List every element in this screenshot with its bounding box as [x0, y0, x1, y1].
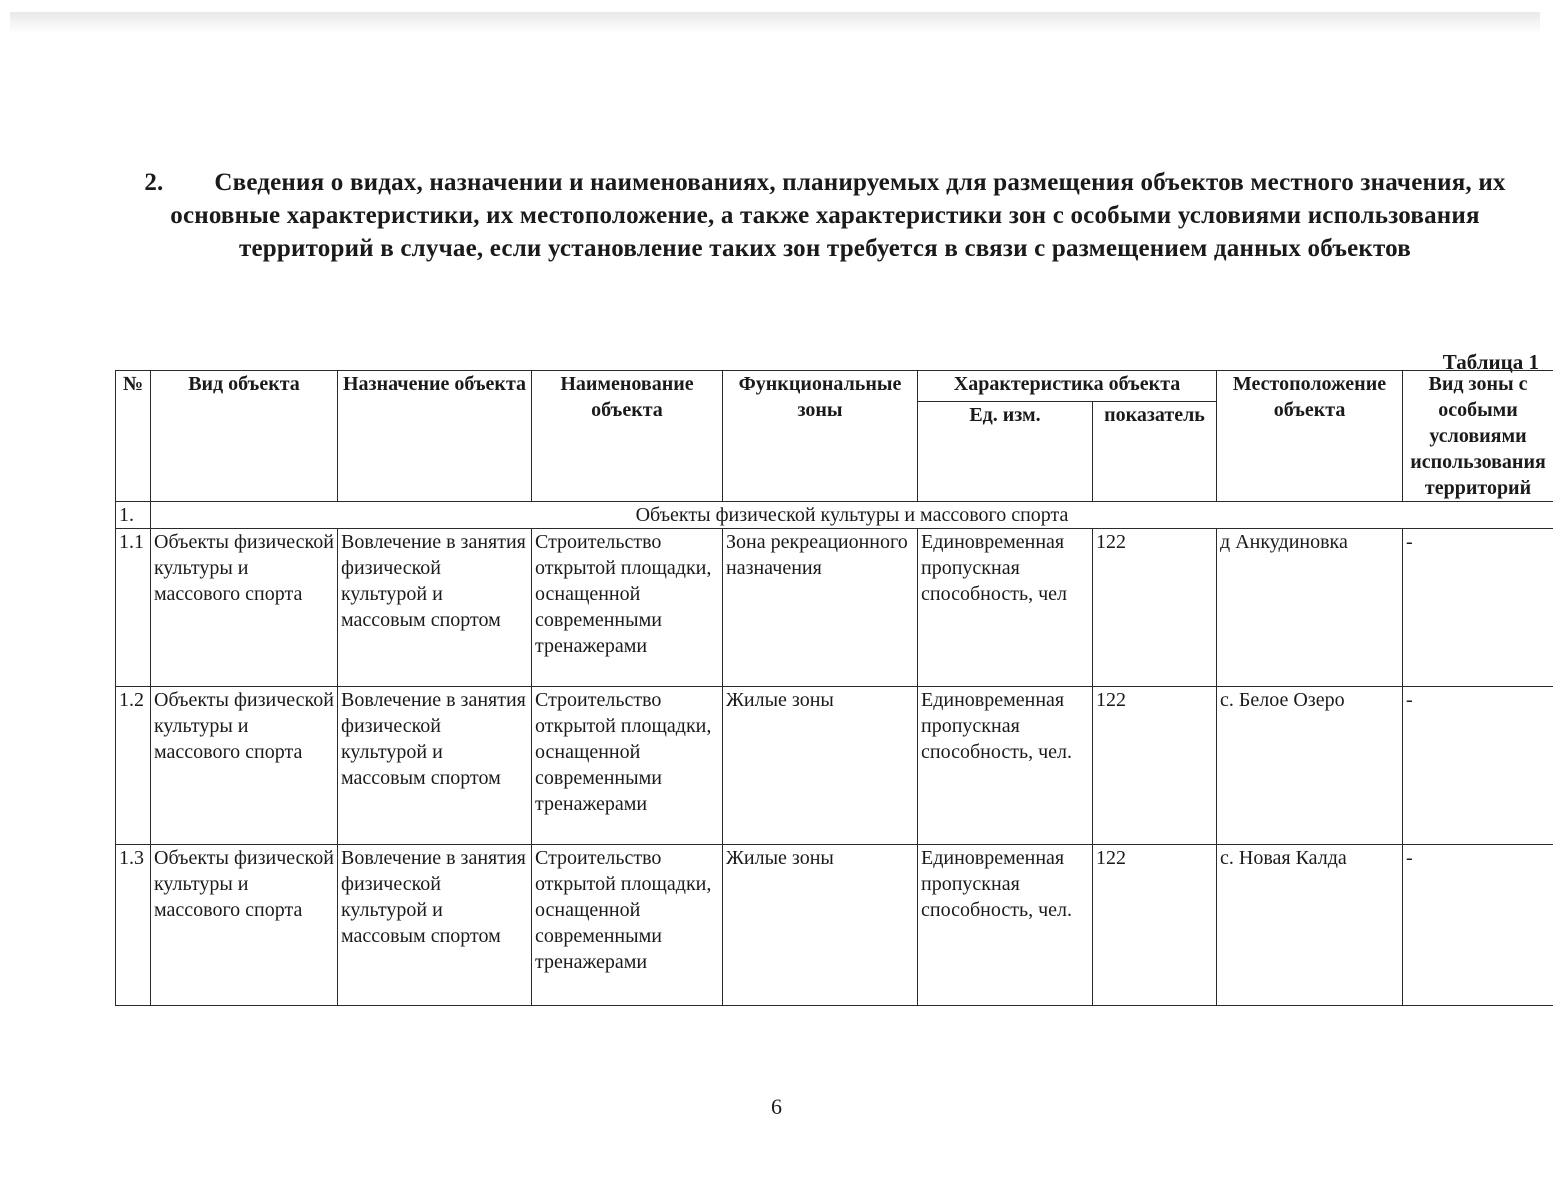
section-title: Объекты физической культуры и массового спорта [151, 502, 1553, 529]
row-value: 122 [1093, 687, 1217, 845]
header-no: № [116, 371, 151, 502]
header-zones: Функциональные зоны [723, 371, 918, 502]
row-zones: Жилые зоны [723, 845, 918, 1006]
header-location: Местоположение объекта [1217, 371, 1403, 502]
row-zones: Жилые зоны [723, 687, 918, 845]
header-characteristics: Характеристика объекта [918, 371, 1217, 402]
row-special-zone: - [1403, 845, 1553, 1006]
scan-edge-strip [10, 12, 1540, 34]
row-unit: Единовременная пропускная способность, чел [918, 529, 1093, 687]
row-purpose: Вовлечение в занятия физической культурой и массовым спортом [338, 529, 532, 687]
row-location: с. Белое Озеро [1217, 687, 1403, 845]
row-purpose: Вовлечение в занятия физической культурой и массовым спортом [338, 845, 532, 1006]
row-no: 1.3 [116, 845, 151, 1006]
table-header-row [116, 371, 1553, 402]
section-heading-text: Сведения о видах, назначении и наименованиях, планируемых для размещения объектов местного значения, их основные характеристики, их местоположение, а также характеристики зон с особыми условиями использования территорий в случае, если установление таких зон требуется в связи с размещением данных объектов [170, 169, 1506, 262]
section-row [116, 502, 1553, 529]
row-no: 1.1 [116, 529, 151, 687]
header-type: Вид объекта [151, 371, 338, 502]
header-special-zone: Вид зоны с особыми условиями использования территорий [1403, 371, 1553, 502]
row-unit: Единовременная пропускная способность, чел. [918, 687, 1093, 845]
row-location: с. Новая Калда [1217, 845, 1403, 1006]
page-number: 6 [771, 1094, 782, 1119]
header-purpose: Назначение объекта [338, 371, 532, 502]
header-value: показатель [1093, 402, 1217, 502]
row-value: 122 [1093, 845, 1217, 1006]
section-heading [120, 166, 1530, 265]
row-name: Строительство открытой площадки, оснащенной современными тренажерами [532, 529, 723, 687]
row-name: Строительство открытой площадки, оснащенной современными тренажерами [532, 687, 723, 845]
table-row [116, 687, 1553, 845]
section-no: 1. [116, 502, 151, 529]
row-zones: Зона рекреационного назначения [723, 529, 918, 687]
header-unit: Ед. изм. [918, 402, 1093, 502]
section-number: 2. [144, 169, 164, 196]
row-special-zone: - [1403, 529, 1553, 687]
row-type: Объекты физической культуры и массового спорта [151, 687, 338, 845]
header-name: Наименование объекта [532, 371, 723, 502]
table-row [116, 845, 1553, 1006]
row-purpose: Вовлечение в занятия физической культурой и массовым спортом [338, 687, 532, 845]
row-type: Объекты физической культуры и массового спорта [151, 529, 338, 687]
row-value: 122 [1093, 529, 1217, 687]
row-type: Объекты физической культуры и массового спорта [151, 845, 338, 1006]
table-row [116, 529, 1553, 687]
row-unit: Единовременная пропускная способность, чел. [918, 845, 1093, 1006]
row-no: 1.2 [116, 687, 151, 845]
row-location: д Анкудиновка [1217, 529, 1403, 687]
objects-table [115, 370, 1553, 1006]
table-caption: Таблица 1 [1442, 350, 1539, 374]
row-special-zone: - [1403, 687, 1553, 845]
row-name: Строительство открытой площадки, оснащенной современными тренажерами [532, 845, 723, 1006]
